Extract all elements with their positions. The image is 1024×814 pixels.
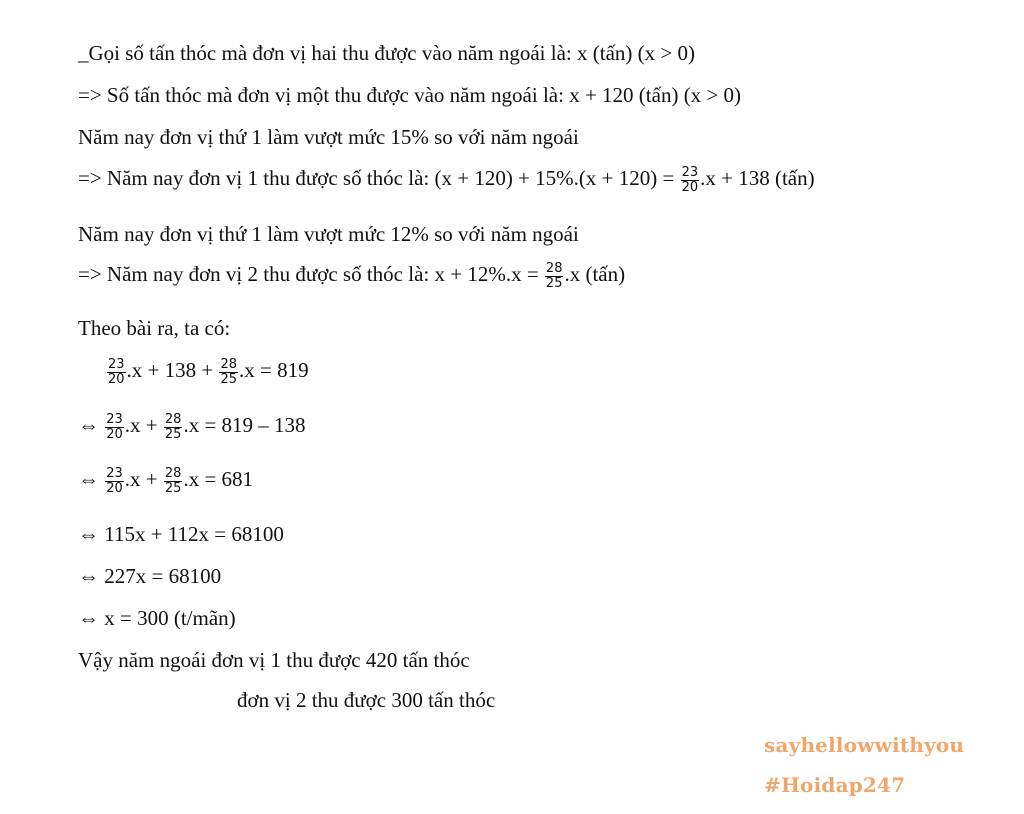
- equation-1-middle: .x + 138 +: [126, 357, 219, 382]
- fraction-denominator: 25: [164, 480, 182, 496]
- fraction-denominator: 20: [106, 426, 123, 442]
- equation-2-end: .x = 819 – 138: [183, 412, 306, 437]
- conclusion-line-1: Vậy năm ngoái đơn vị 1 thu được 420 tấn thóc: [78, 648, 470, 672]
- text-line-3: Năm nay đơn vị thứ 1 làm vượt mức 15% so với năm ngoái: [78, 125, 579, 149]
- text-line-4: [78, 166, 815, 194]
- watermark-hashtag: #Hoidap247: [764, 773, 906, 797]
- text-line-5: Năm nay đơn vị thứ 1 làm vượt mức 12% so với năm ngoái: [78, 222, 579, 246]
- fraction-28-25: [164, 413, 183, 441]
- text-line-2: => Số tấn thóc mà đơn vị một thu được vào năm ngoái là: x + 120 (tấn) (x > 0): [78, 83, 742, 107]
- equation-3-end: .x = 681: [183, 466, 254, 491]
- equation-3-middle: .x +: [124, 466, 163, 491]
- fraction-numerator: 23: [681, 165, 699, 180]
- text-line-6-start: => Năm nay đơn vị 2 thu được số thóc là: x + 12%.x =: [78, 261, 544, 286]
- fraction-numerator: 28: [164, 412, 182, 427]
- fraction-denominator: 20: [108, 371, 125, 387]
- fraction-denominator: 25: [220, 371, 238, 387]
- fraction-23-20: [681, 166, 700, 194]
- text-line-4-end: .x + 138 (tấn): [700, 165, 815, 190]
- fraction-numerator: 23: [106, 466, 123, 481]
- fraction-23-20: [105, 413, 124, 441]
- equation-2: [78, 413, 306, 441]
- fraction-numerator: 23: [106, 412, 123, 427]
- fraction-23-20: [107, 358, 126, 386]
- equation-2-middle: .x +: [124, 412, 163, 437]
- text-line-6: [78, 262, 625, 290]
- fraction-denominator: 25: [545, 275, 563, 291]
- watermark-signature: sayhellowwithyou: [764, 733, 965, 757]
- text-line-4-start: => Năm nay đơn vị 1 thu được số thóc là: (x + 120) + 15%.(x + 120) =: [78, 165, 680, 190]
- fraction-numerator: 28: [220, 357, 238, 372]
- equation-6: ⇔ x = 300 (t/mãn): [78, 606, 236, 630]
- fraction-denominator: 20: [681, 179, 699, 195]
- equivalence-sign: ⇔: [78, 412, 105, 437]
- equation-5: ⇔ 227x = 68100: [78, 564, 222, 588]
- text-line-7: Theo bài ra, ta có:: [78, 316, 231, 340]
- fraction-23-20: [105, 467, 124, 495]
- text-line-6-end: .x (tấn): [564, 261, 626, 286]
- equation-4: ⇔ 115x + 112x = 68100: [78, 522, 284, 546]
- fraction-numerator: 28: [545, 261, 563, 276]
- fraction-28-25: [164, 467, 183, 495]
- fraction-28-25: [545, 262, 564, 290]
- text-line-1: _Gọi số tấn thóc mà đơn vị hai thu được vào năm ngoái là: x (tấn) (x > 0): [78, 41, 695, 65]
- conclusion-line-2: đơn vị 2 thu được 300 tấn thóc: [237, 688, 496, 712]
- equation-3: [78, 467, 253, 495]
- fraction-numerator: 23: [108, 357, 125, 372]
- fraction-denominator: 20: [106, 480, 123, 496]
- fraction-28-25: [219, 358, 238, 386]
- fraction-denominator: 25: [164, 426, 182, 442]
- equivalence-sign: ⇔: [78, 466, 105, 491]
- equation-1-end: .x = 819: [239, 357, 309, 382]
- fraction-numerator: 28: [164, 466, 182, 481]
- equation-1: [106, 358, 309, 386]
